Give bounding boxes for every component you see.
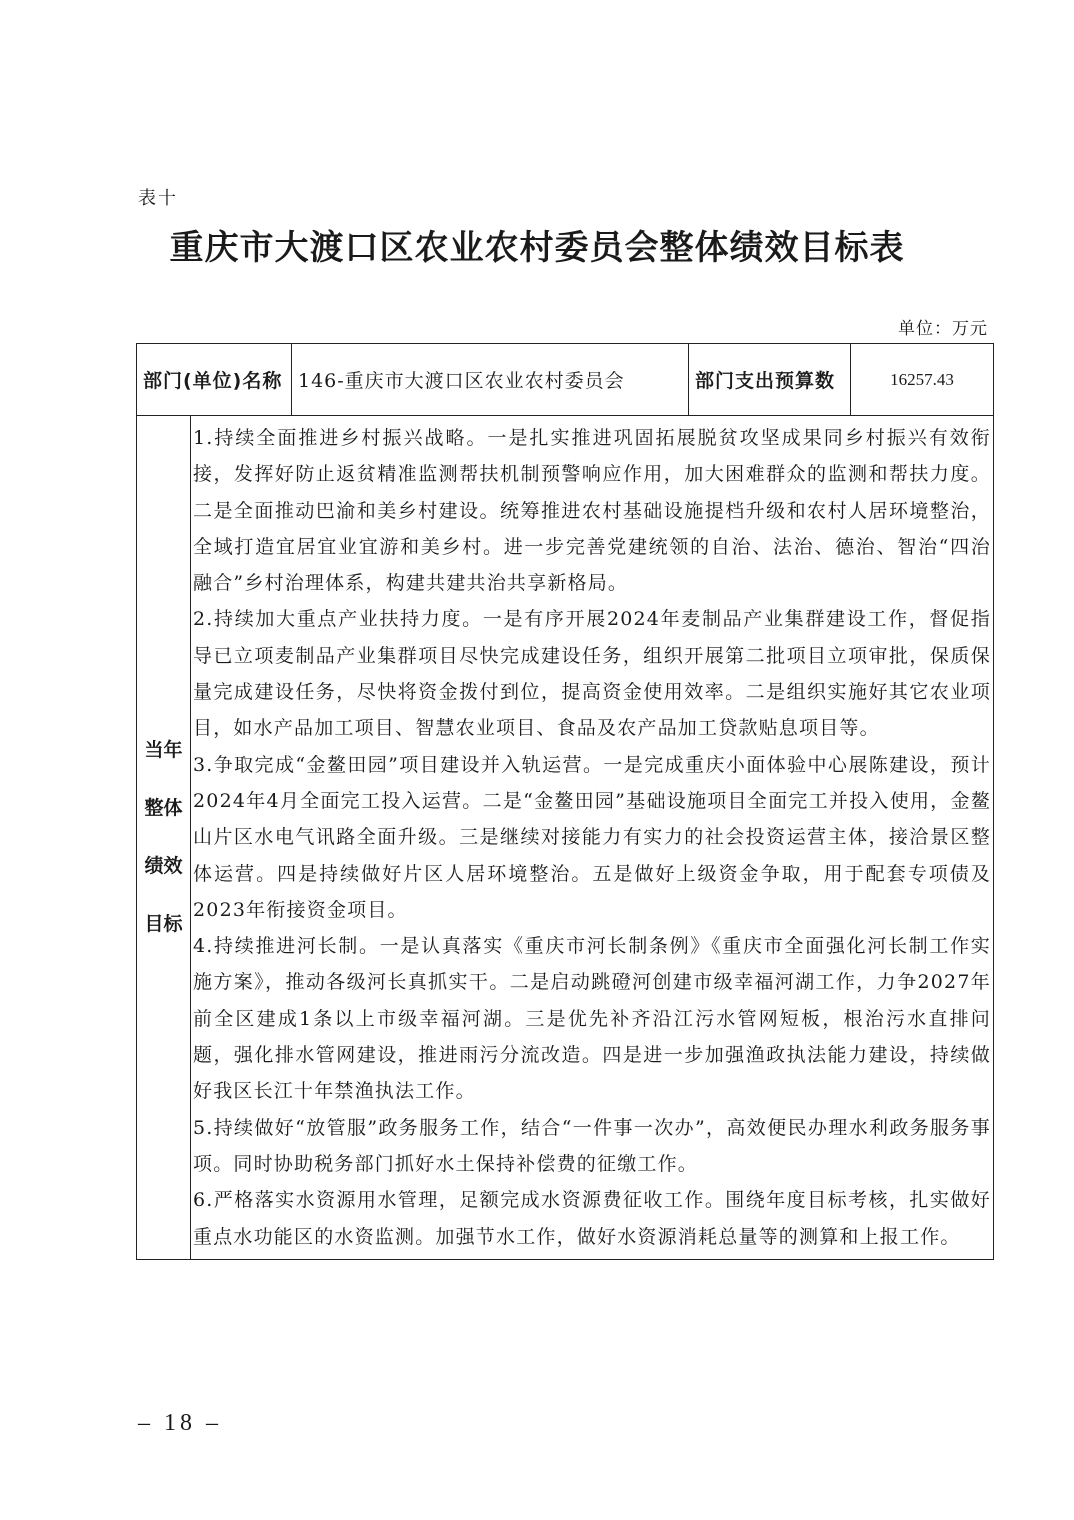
unit-note: 单位：万元 bbox=[898, 319, 988, 339]
goal-item-5: 5.持续做好“放管服”政务服务工作，结合“一件事一次办”，高效便民办理水利政务服务事项。同时协助税务部门抓好水土保持补偿费的征缴工作。 bbox=[193, 1116, 991, 1175]
goals-content bbox=[191, 416, 994, 1260]
dept-name-label: 部门(单位)名称 bbox=[137, 344, 292, 416]
side-label-line: 当年 bbox=[144, 739, 183, 762]
side-label-line: 整体 bbox=[144, 797, 183, 820]
goal-item-2: 2.持续加大重点产业扶持力度。一是有序开展2024年麦制品产业集群建设工作，督促指导已立项麦制品产业集群项目尽快完成建设任务，组织开展第二批项目立项审批，保质保量完成建设任务，尽快将资金拨付到位，提高资金使用效率。二是组织实施好其它农业项目，如水产品加工项目、智慧农业项目、食品及农产品加工贷款贴息项目等。 bbox=[193, 608, 991, 740]
goal-item-4: 4.持续推进河长制。一是认真落实《重庆市河长制条例》《重庆市全面强化河长制工作实施方案》，推动各级河长真抓实干。二是启动跳磴河创建市级幸福河湖工作，力争2027年前全区建成1条以上市级幸福河湖。三是优先补齐沿江污水管网短板，根治污水直排问题，强化排水管网建设，推进雨污分流改造。四是进一步加强渔政执法能力建设，持续做好我区长江十年禁渔执法工作。 bbox=[193, 935, 991, 1103]
table-header-row bbox=[137, 344, 994, 416]
goal-item-1: 1.持续全面推进乡村振兴战略。一是扎实推进巩固拓展脱贫攻坚成果同乡村振兴有效衔接，发挥好防止返贫精准监测帮扶机制预警响应作用，加大困难群众的监测和帮扶力度。二是全面推动巴渝和美乡村建设。统筹推进农村基础设施提档升级和农村人居环境整治，全域打造宜居宜业宜游和美乡村。进一步完善党建统领的自治、法治、德治、智治“四治融合”乡村治理体系，构建共建共治共享新格局。 bbox=[193, 427, 991, 595]
table-label: 表十 bbox=[138, 188, 178, 209]
side-label-line: 绩效 bbox=[144, 855, 183, 878]
goals-row bbox=[137, 416, 994, 1260]
goal-item-6: 6.严格落实水资源用水管理，足额完成水资源费征收工作。围绕年度目标考核，扎实做好重点水功能区的水资监测。加强节水工作，做好水资源消耗总量等的测算和上报工作。 bbox=[193, 1189, 991, 1248]
side-label-line: 目标 bbox=[144, 913, 183, 936]
budget-label: 部门支出预算数 bbox=[689, 344, 851, 416]
page-number: – 18 – bbox=[138, 1410, 222, 1436]
annual-goals-label bbox=[137, 416, 191, 1260]
performance-target-table bbox=[136, 343, 994, 1260]
budget-amount: 16257.43 bbox=[851, 344, 994, 416]
goal-item-3: 3.争取完成“金鳌田园”项目建设并入轨运营。一是完成重庆小面体验中心展陈建设，预计2024年4月全面完工投入运营。二是“金鳌田园”基础设施项目全面完工并投入使用，金鳌山片区水电气讯路全面升级。三是继续对接能力有实力的社会投资运营主体，接洽景区整体运营。四是持续做好片区人居环境整治。五是做好上级资金争取，用于配套专项债及2023年衔接资金项目。 bbox=[193, 753, 991, 921]
document-title: 重庆市大渡口区农业农村委员会整体绩效目标表 bbox=[169, 228, 905, 268]
dept-name-value: 146-重庆市大渡口区农业农村委员会 bbox=[292, 344, 689, 416]
